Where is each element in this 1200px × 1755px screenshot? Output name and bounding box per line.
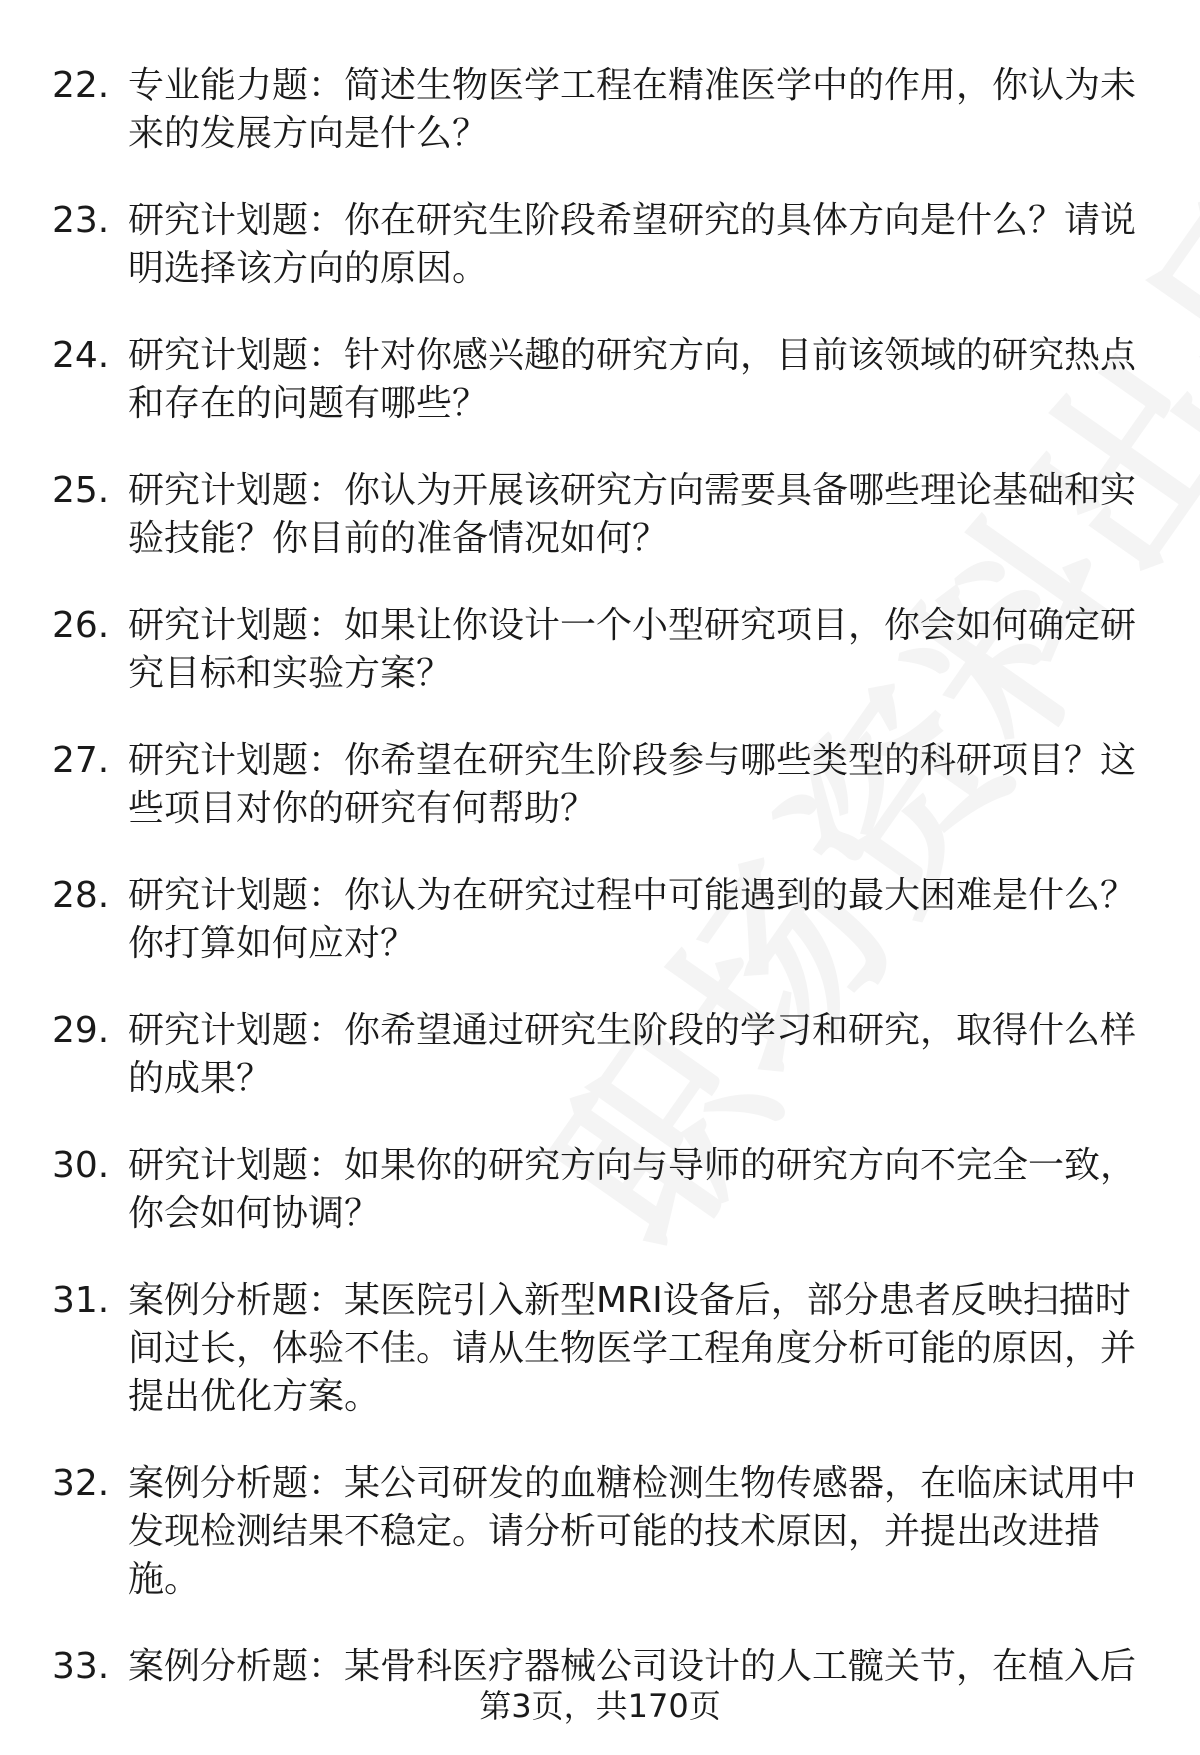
question-list — [0, 62, 1200, 1730]
question-number: 30. — [52, 1145, 110, 1186]
question-item — [0, 602, 1200, 698]
question-text: 研究计划题：针对你感兴趣的研究方向，目前该领域的研究热点和存在的问题有哪些？ — [128, 335, 1137, 424]
question-number: 23. — [52, 200, 110, 241]
question-text: 研究计划题：你在研究生阶段希望研究的具体方向是什么？请说明选择该方向的原因。 — [128, 200, 1137, 289]
question-item — [0, 1460, 1200, 1604]
question-text: 研究计划题：你认为在研究过程中可能遇到的最大困难是什么？你打算如何应对？ — [128, 875, 1137, 964]
question-item — [0, 467, 1200, 563]
question-number: 22. — [52, 65, 110, 106]
question-text: 研究计划题：如果你的研究方向与导师的研究方向不完全一致，你会如何协调？ — [128, 1145, 1137, 1234]
page-footer: 第3页，共170页 — [479, 1687, 721, 1725]
question-text: 专业能力题：简述生物医学工程在精准医学中的作用，你认为未来的发展方向是什么？ — [128, 65, 1137, 154]
question-item — [0, 62, 1200, 158]
question-text: 研究计划题：你认为开展该研究方向需要具备哪些理论基础和实验技能？你目前的准备情况如何？ — [128, 470, 1137, 559]
question-item — [0, 1142, 1200, 1238]
question-number: 29. — [52, 1010, 110, 1051]
question-text: 研究计划题：你希望通过研究生阶段的学习和研究，取得什么样的成果？ — [128, 1010, 1137, 1099]
question-number: 27. — [52, 740, 110, 781]
question-text: 研究计划题：你希望在研究生阶段参与哪些类型的科研项目？这些项目对你的研究有何帮助？ — [128, 740, 1137, 829]
question-text: 案例分析题：某骨科医疗器械公司设计的人工髋关节，在植入后 — [128, 1646, 1137, 1687]
question-item — [0, 332, 1200, 428]
question-number: 31. — [52, 1280, 110, 1321]
question-item — [0, 1007, 1200, 1103]
question-text: 案例分析题：某公司研发的血糖检测生物传感器，在临床试用中发现检测结果不稳定。请分析可能的技术原因，并提出改进措施。 — [128, 1463, 1137, 1600]
question-item — [0, 1277, 1200, 1421]
question-number: 26. — [52, 605, 110, 646]
question-number: 28. — [52, 875, 110, 916]
question-item — [0, 872, 1200, 968]
question-number: 24. — [52, 335, 110, 376]
question-item — [0, 1643, 1200, 1691]
question-item — [0, 737, 1200, 833]
question-number: 32. — [52, 1463, 110, 1504]
question-item — [0, 197, 1200, 293]
question-number: 25. — [52, 470, 110, 511]
question-text: 研究计划题：如果让你设计一个小型研究项目，你会如何确定研究目标和实验方案？ — [128, 605, 1137, 694]
question-number: 33. — [52, 1646, 110, 1687]
question-text: 案例分析题：某医院引入新型MRI设备后，部分患者反映扫描时间过长，体验不佳。请从生物医学工程角度分析可能的原因，并提出优化方案。 — [128, 1280, 1137, 1417]
